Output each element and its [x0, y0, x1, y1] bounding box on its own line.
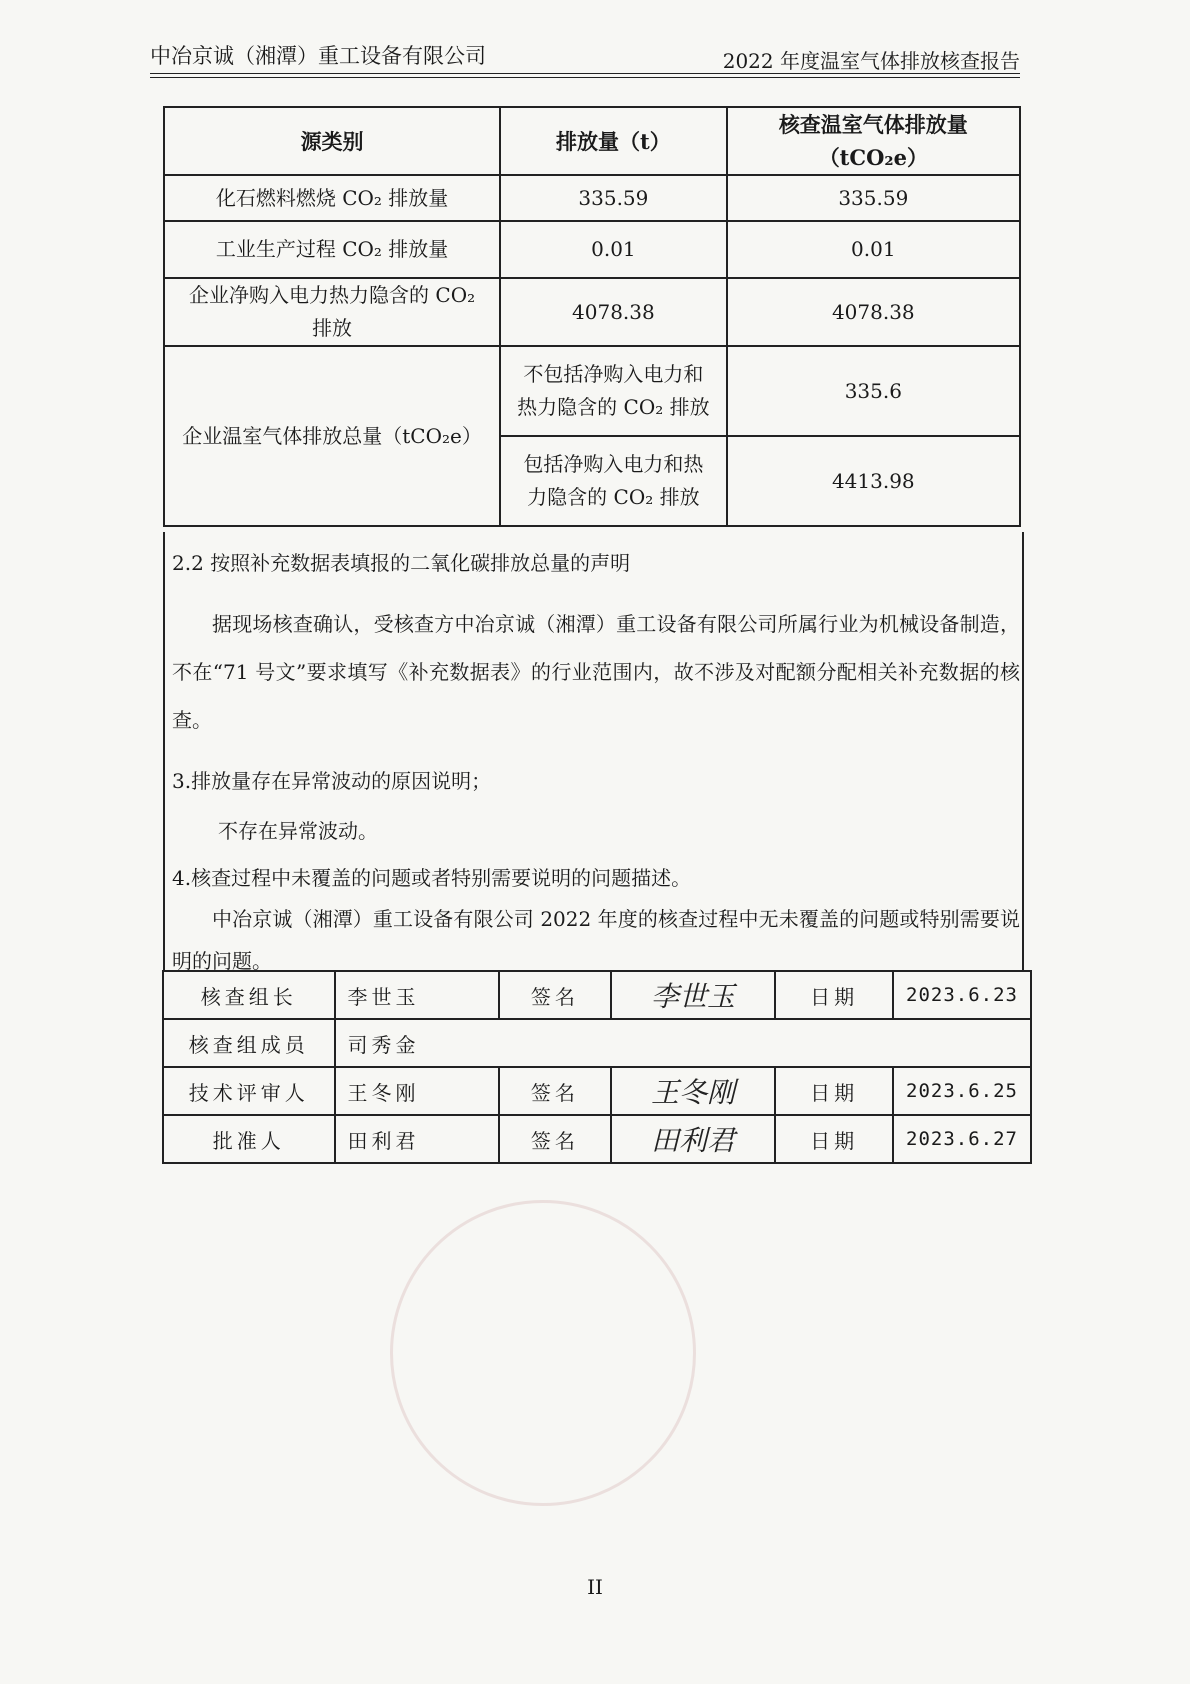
role-label: 核查组长 [163, 971, 335, 1019]
section-4-paragraph: 中冶京诚（湘潭）重工设备有限公司 2022 年度的核查过程中无未覆盖的问题或特别需要说明的问题。 [172, 907, 1020, 973]
row-amount: 4078.38 [500, 278, 727, 346]
total-label: 企业温室气体排放总量（tCO₂e） [164, 346, 500, 526]
row-category-line2: 排放 [312, 316, 353, 340]
role-label: 技术评审人 [163, 1067, 335, 1115]
role-label: 批准人 [163, 1115, 335, 1163]
section-3-paragraph: 不存在异常波动。 [218, 819, 378, 843]
faded-seal-stamp [390, 1200, 696, 1506]
date-value: 2023.6.27 [893, 1115, 1031, 1163]
row-category [164, 278, 500, 346]
total-excl-label-line1: 不包括净购入电力和 [523, 362, 704, 386]
total-incl-label-line2: 力隐含的 CO₂ 排放 [527, 485, 700, 509]
col-header-source: 源类别 [164, 107, 500, 175]
emission-table [163, 106, 1021, 527]
section-3-heading: 3.排放量存在异常波动的原因说明； [172, 769, 492, 793]
person-name: 司秀金 [335, 1019, 1032, 1067]
sign-row-leader [163, 971, 1031, 1019]
total-excl-value: 335.6 [727, 346, 1020, 436]
col-header-verified-line2: （tCO₂e） [818, 145, 928, 170]
signature-cell [611, 1115, 776, 1163]
date-label: 日期 [775, 1115, 893, 1163]
page-number: II [587, 1575, 603, 1599]
row-category: 工业生产过程 CO₂ 排放量 [164, 221, 500, 278]
table-row [164, 278, 1020, 346]
section-2-2-heading: 2.2 按照补充数据表填报的二氧化碳排放总量的声明 [172, 551, 631, 575]
table-header-row [164, 107, 1020, 175]
section-4-heading: 4.核查过程中未覆盖的问题或者特别需要说明的问题描述。 [172, 866, 692, 890]
header-rule-bottom [150, 77, 1020, 78]
signature-cell [611, 971, 776, 1019]
person-name: 李世玉 [335, 971, 500, 1019]
header-rule-top [150, 73, 1020, 74]
sign-label: 签名 [499, 1115, 611, 1163]
date-label: 日期 [775, 1067, 893, 1115]
row-verified: 335.59 [727, 175, 1020, 221]
handwritten-signature: 田利君 [651, 1124, 736, 1157]
sign-row-member [163, 1019, 1031, 1067]
table-row-total-excl [164, 346, 1020, 436]
row-verified: 0.01 [727, 221, 1020, 278]
date-value: 2023.6.25 [893, 1067, 1031, 1115]
role-label: 核查组成员 [163, 1019, 335, 1067]
sign-label: 签名 [499, 1067, 611, 1115]
person-name: 王冬刚 [335, 1067, 500, 1115]
row-amount: 335.59 [500, 175, 727, 221]
signature-table [162, 970, 1032, 1164]
sign-row-approver [163, 1115, 1031, 1163]
total-incl-label-line1: 包括净购入电力和热 [523, 452, 704, 476]
col-header-verified-line1: 核查温室气体排放量 [778, 112, 968, 137]
date-value: 2023.6.23 [893, 971, 1031, 1019]
row-verified: 4078.38 [727, 278, 1020, 346]
sign-row-reviewer [163, 1067, 1031, 1115]
total-incl-value: 4413.98 [727, 436, 1020, 526]
handwritten-signature: 李世玉 [651, 980, 736, 1013]
person-name: 田利君 [335, 1115, 500, 1163]
total-incl-label [500, 436, 727, 526]
total-excl-label-line2: 热力隐含的 CO₂ 排放 [517, 395, 710, 419]
table-row [164, 175, 1020, 221]
col-header-verified [727, 107, 1020, 175]
header-company: 中冶京诚（湘潭）重工设备有限公司 [150, 44, 486, 68]
signature-cell [611, 1067, 776, 1115]
row-category: 化石燃料燃烧 CO₂ 排放量 [164, 175, 500, 221]
section-2-2-paragraph: 据现场核查确认，受核查方中冶京诚（湘潭）重工设备有限公司所属行业为机械设备制造，不在“71 号文”要求填写《补充数据表》的行业范围内，故不涉及对配额分配相关补充数据的核查。 [172, 612, 1020, 732]
table-row [164, 221, 1020, 278]
col-header-amount: 排放量（t） [500, 107, 727, 175]
row-category-line1: 企业净购入电力热力隐含的 CO₂ [189, 283, 476, 307]
sign-label: 签名 [499, 971, 611, 1019]
handwritten-signature: 王冬刚 [651, 1076, 736, 1109]
total-excl-label [500, 346, 727, 436]
row-amount: 0.01 [500, 221, 727, 278]
date-label: 日期 [775, 971, 893, 1019]
header-report-title: 2022 年度温室气体排放核查报告 [722, 49, 1020, 73]
